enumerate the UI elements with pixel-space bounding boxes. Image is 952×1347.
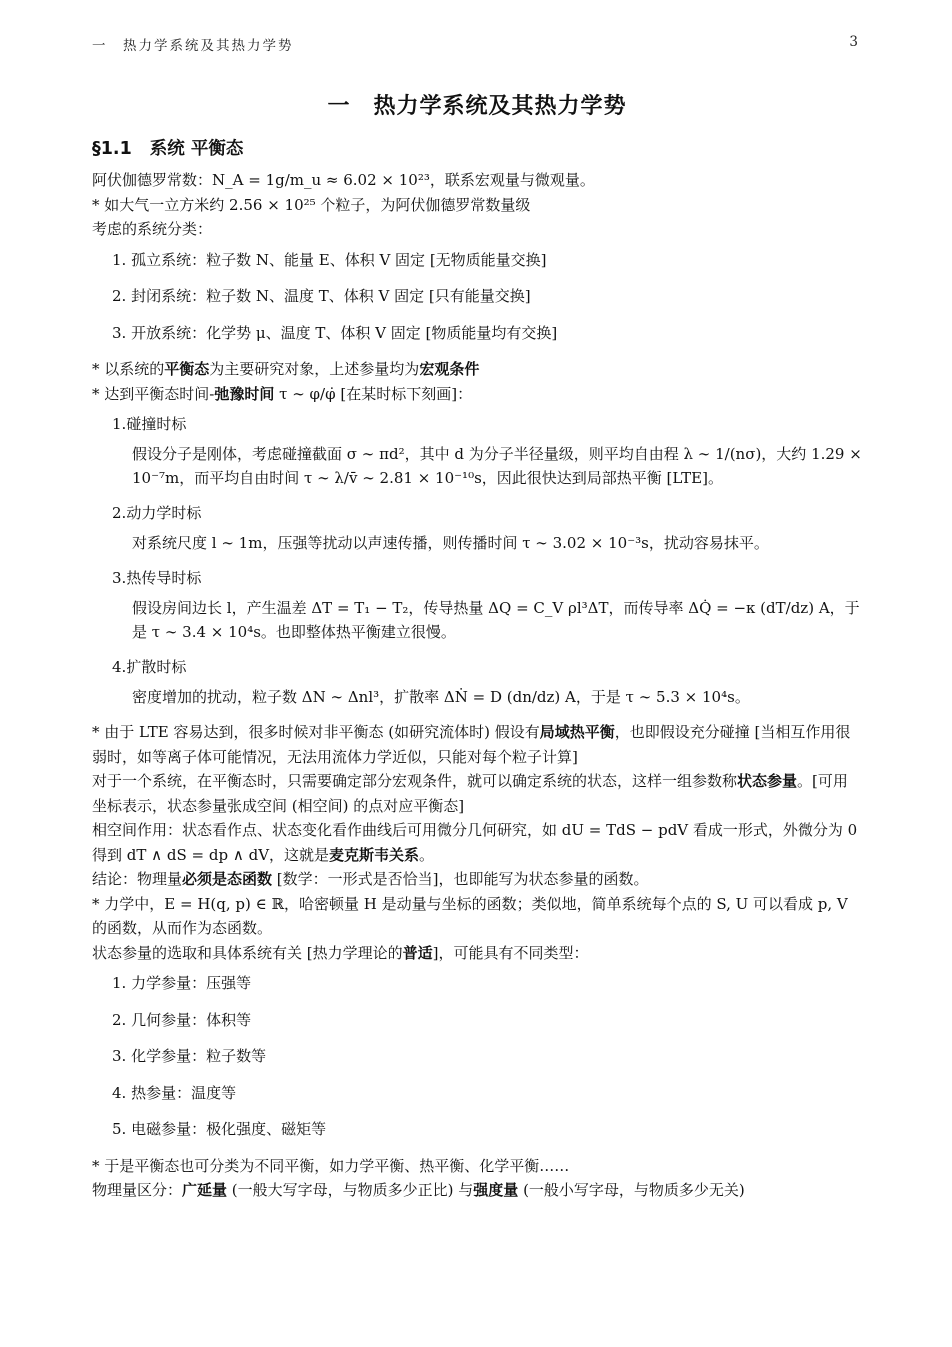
- text-span: * 由于 LTE 容易达到，很多时候对非平衡态 (如研究流体时) 假设有: [92, 723, 540, 741]
- bold-term: 状态参量: [737, 772, 798, 790]
- page-number: 3: [849, 34, 860, 50]
- parameter-choice-note: [92, 941, 862, 966]
- timescales-list: [92, 412, 862, 709]
- list-item: 4. 热参量：温度等: [112, 1083, 237, 1102]
- atmosphere-line: * 如大气一立方米约 2.56 × 10²⁵ 个粒子，为阿伏伽德罗常数量级: [92, 195, 531, 214]
- text-span: 状态参量的选取和具体系统有关 [热力学理论的: [92, 943, 403, 962]
- equilibrium-note: [92, 357, 862, 382]
- text-span: 物理量区分：: [92, 1181, 183, 1199]
- conclusion-note: [92, 867, 862, 892]
- item-description: 假设分子是刚体，考虑碰撞截面 σ ∼ πd²，其中 d 为分子半径量级，则平均自由程 λ ∼ 1/(nσ)，大约 1.29 × 10⁻⁷m，而平均自由时间 τ ∼ λ/v̄ ∼ 2.81 × 10⁻¹⁰s，因此很快达到局部热平衡 [LTE]。: [132, 445, 862, 487]
- text-span: ]，可能具有不同类型：: [432, 943, 589, 962]
- item-number: 1.: [112, 415, 127, 433]
- list-item: 5. 电磁参量：极化强度、磁矩等: [112, 1120, 327, 1138]
- text-span: (一般小写字母，与物质多少无关): [518, 1181, 745, 1199]
- list-item: 3. 开放系统：化学势 μ、温度 T、体积 V 固定 [物质能量均有交换]: [112, 323, 558, 342]
- running-head: [92, 34, 860, 54]
- text-span: 结论：物理量: [92, 870, 183, 888]
- text-span: 为主要研究对象，上述参量均为: [209, 360, 420, 378]
- text-span: ，也即假设充分碰撞 [当相互作用很弱时，如等离子体可能情况，无法用流体力学近似，只能对每个粒子计算]: [92, 723, 851, 766]
- item-number: 3.: [112, 569, 127, 587]
- item-number: 2.: [112, 504, 127, 522]
- avogadro-line: 阿伏伽德罗常数：N_A = 1g/m_u ≈ 6.02 × 10²³，联系宏观量与微观量。: [92, 171, 595, 189]
- relaxation-note: [92, 382, 862, 407]
- text-span: (一般大写字母，与物质多少正比) 与: [227, 1181, 474, 1199]
- item-number: 4.: [112, 658, 127, 676]
- list-item: [92, 566, 862, 644]
- system-classification-line: 考虑的系统分类：: [92, 220, 213, 238]
- item-description: 假设房间边长 l，产生温差 ΔT = T₁ − T₂，传导热量 ΔQ = C_V ρl³ΔT，而传导率 ΔQ̇ = −κ (dT/dz) A，于是 τ ∼ 3.4 × 10⁴s。也即整体热平衡建立很慢。: [132, 599, 860, 641]
- list-item: [92, 655, 862, 709]
- phase-space-note: [92, 818, 862, 867]
- section-heading: [92, 136, 862, 162]
- list-item: 2. 封闭系统：粒子数 N、温度 T、体积 V 固定 [只有能量交换]: [112, 287, 531, 305]
- item-title: 碰撞时标: [126, 415, 187, 433]
- parameter-types-list: [92, 971, 862, 1141]
- bold-term: 必须是态函数: [182, 870, 273, 888]
- text-span: * 以系统的: [92, 360, 165, 378]
- list-item: 1. 孤立系统：粒子数 N、能量 E、体积 V 固定 [无物质能量交换]: [112, 250, 547, 269]
- item-title: 热传导时标: [126, 569, 202, 587]
- bold-term: 麦克斯韦关系: [329, 845, 420, 864]
- bold-term: 弛豫时间: [214, 384, 275, 403]
- text-span: * 达到平衡态时间-: [92, 384, 215, 403]
- text-span: 对于一个系统，在平衡态时，只需要确定部分宏观条件，就可以确定系统的状态，这样一组参数称: [92, 772, 738, 790]
- lte-note: [92, 720, 862, 769]
- text-span: 。: [419, 845, 435, 864]
- bold-term: 强度量: [473, 1181, 519, 1199]
- running-head-title: 一 热力学系统及其热力学势: [92, 38, 294, 54]
- list-item: 3. 化学参量：粒子数等: [112, 1047, 267, 1065]
- state-parameter-note: [92, 769, 862, 818]
- chapter-title: 一 热力学系统及其热力学势: [327, 94, 627, 119]
- item-title: 扩散时标: [126, 658, 187, 676]
- mechanics-note: * 力学中，E = H(q, p) ∈ ℝ，哈密顿量 H 是动量与坐标的函数；类似地，简单系统每个点的 S, U 可以看成 p, V 的函数，从而作为态函数。: [92, 894, 848, 937]
- text-span: [数学：一形式是否恰当]，也即能写为状态参量的函数。: [272, 870, 649, 888]
- list-item: [92, 412, 862, 490]
- text-span: 。[可用坐标表示，状态参量张成空间 (相空间) 的点对应平衡态]: [92, 772, 848, 815]
- text-span: 相空间作用：状态看作点、状态变化看作曲线后可用微分几何研究，如 dU = TdS − pdV 看成一形式，外微分为 0 得到 dT ∧ dS = dp ∧ dV，这就是: [92, 821, 858, 864]
- item-description: 对系统尺度 l ∼ 1m，压强等扰动以声速传播，则传播时间 τ ∼ 3.02 × 10⁻³s，扰动容易抹平。: [132, 534, 769, 552]
- quantity-types-note: [92, 1178, 862, 1203]
- main-content: [92, 84, 862, 1203]
- section-title: 系统 平衡态: [149, 139, 244, 159]
- section-number: §1.1: [92, 139, 132, 159]
- list-item: 1. 力学参量：压强等: [112, 974, 252, 992]
- list-item: [92, 501, 862, 555]
- bold-term: 局域热平衡: [539, 723, 615, 741]
- text-span: τ ∼ φ/φ̇ [在某时标下刻画]：: [274, 384, 473, 403]
- system-types-list: [92, 248, 862, 345]
- equilibrium-types-note: * 于是平衡态也可分类为不同平衡，如力学平衡、热平衡、化学平衡……: [92, 1156, 570, 1175]
- bold-term: 普适: [402, 943, 433, 962]
- item-title: 动力学时标: [126, 504, 202, 522]
- item-description: 密度增加的扰动，粒子数 ΔN ∼ Δnl³，扩散率 ΔṄ = D (dn/dz) A，于是 τ ∼ 5.3 × 10⁴s。: [132, 688, 750, 706]
- list-item: 2. 几何参量：体积等: [112, 1010, 252, 1029]
- bold-term: 平衡态: [164, 360, 210, 378]
- bold-term: 宏观条件: [419, 360, 480, 378]
- bold-term: 广延量: [182, 1181, 228, 1199]
